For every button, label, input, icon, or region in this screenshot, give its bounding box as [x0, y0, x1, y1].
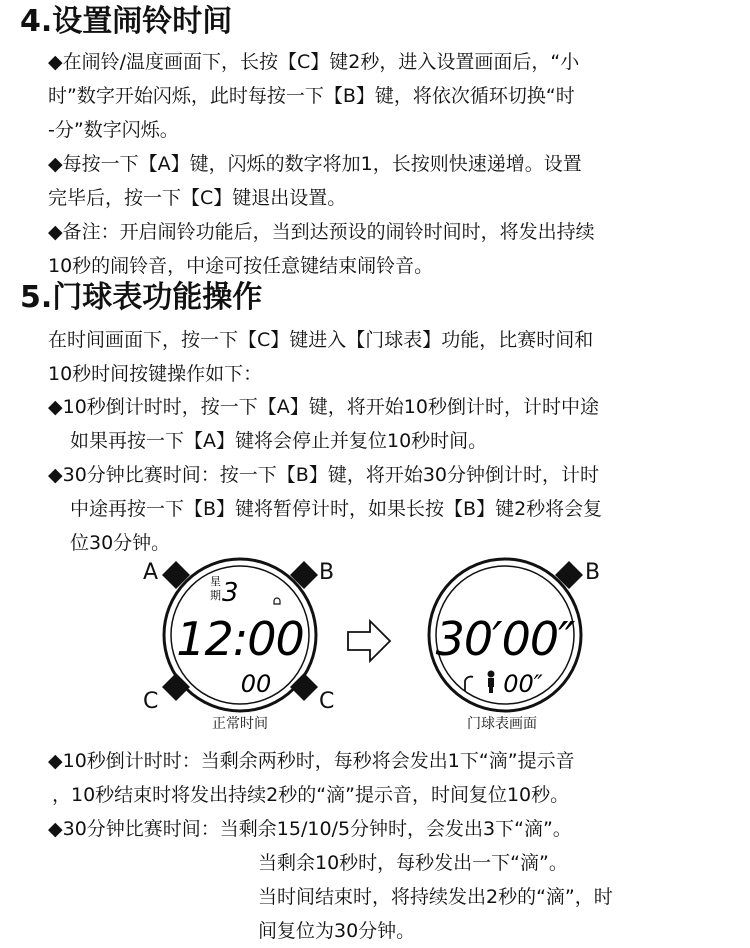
time-display: 12:00	[176, 612, 304, 666]
note-2: ◆30分钟比赛时间：当剩余15/10/5分钟时，会发出3下“滴”。	[48, 818, 572, 840]
sub-seconds-display: 00″	[503, 670, 543, 698]
section-4-para-3: ◆备注：开启闹铃功能后，当到达预设的闹铃时间时，将发出持续 10秒的闹铃音，中途可按任意键结束闹铃音。	[48, 221, 595, 277]
caption-gateball: 门球表画面	[467, 716, 537, 732]
caption-normal-time: 正常时间	[212, 716, 268, 732]
section-4-para-2: ◆每按一下【A】键，闪烁的数字将加1，长按则快速递增。设置 完毕后，按一下【C】键退出设置。	[48, 153, 582, 209]
label-a: A	[143, 560, 159, 585]
section-5-title: 5.门球表功能操作	[20, 280, 263, 315]
section-5-bullet-1: ◆10秒倒计时时，按一下【A】键，将开始10秒倒计时，计时中途 如果再按一下【A】键将会停止并复位10秒时间。	[48, 396, 599, 452]
section-5-intro: 在时间画面下，按一下【C】键进入【门球表】功能，比赛时间和 10秒时间按键操作如下：	[48, 329, 594, 385]
note-2-continued: 当剩余10秒时，每秒发出一下“滴”。 当时间结束时，将持续发出2秒的“滴”，时 间复位为30分钟。	[258, 852, 613, 942]
label-c-right: C	[319, 689, 335, 714]
day-label-bottom: 期	[210, 589, 221, 602]
watch-normal-time	[162, 559, 318, 711]
seconds-display: 00	[240, 670, 272, 698]
section-4-para-1: ◆在闹铃/温度画面下，长按【C】键2秒，进入设置画面后，“小 时”数字开始闪烁，此时每按一下【B】键，将依次循环切换“时 -分”数字闪烁。	[48, 51, 580, 141]
section-4-title: 4.设置闹铃时间	[20, 4, 233, 39]
arrow-right-outline-icon	[348, 621, 390, 661]
watch-gateball	[429, 559, 583, 711]
countdown-display: 30′00″	[435, 612, 575, 666]
label-b-right: B	[585, 560, 601, 585]
label-b: B	[319, 560, 335, 585]
watch-diagram	[0, 555, 750, 735]
day-label-top: 星	[210, 575, 221, 588]
day-value: 3	[222, 578, 239, 608]
section-5-bullet-2: ◆30分钟比赛时间：按一下【B】键，将开始30分钟倒计时，计时 中途再按一下【B】键将暂停计时，如果长按【B】键2秒将会复 位30分钟。	[48, 464, 603, 554]
label-c-left: C	[143, 689, 159, 714]
note-1: ◆10秒倒计时时：当剩余两秒时，每秒将会发出1下“滴”提示音 ，10秒结束时将发出持续2秒的“滴”提示音，时间复位10秒。	[48, 750, 575, 806]
